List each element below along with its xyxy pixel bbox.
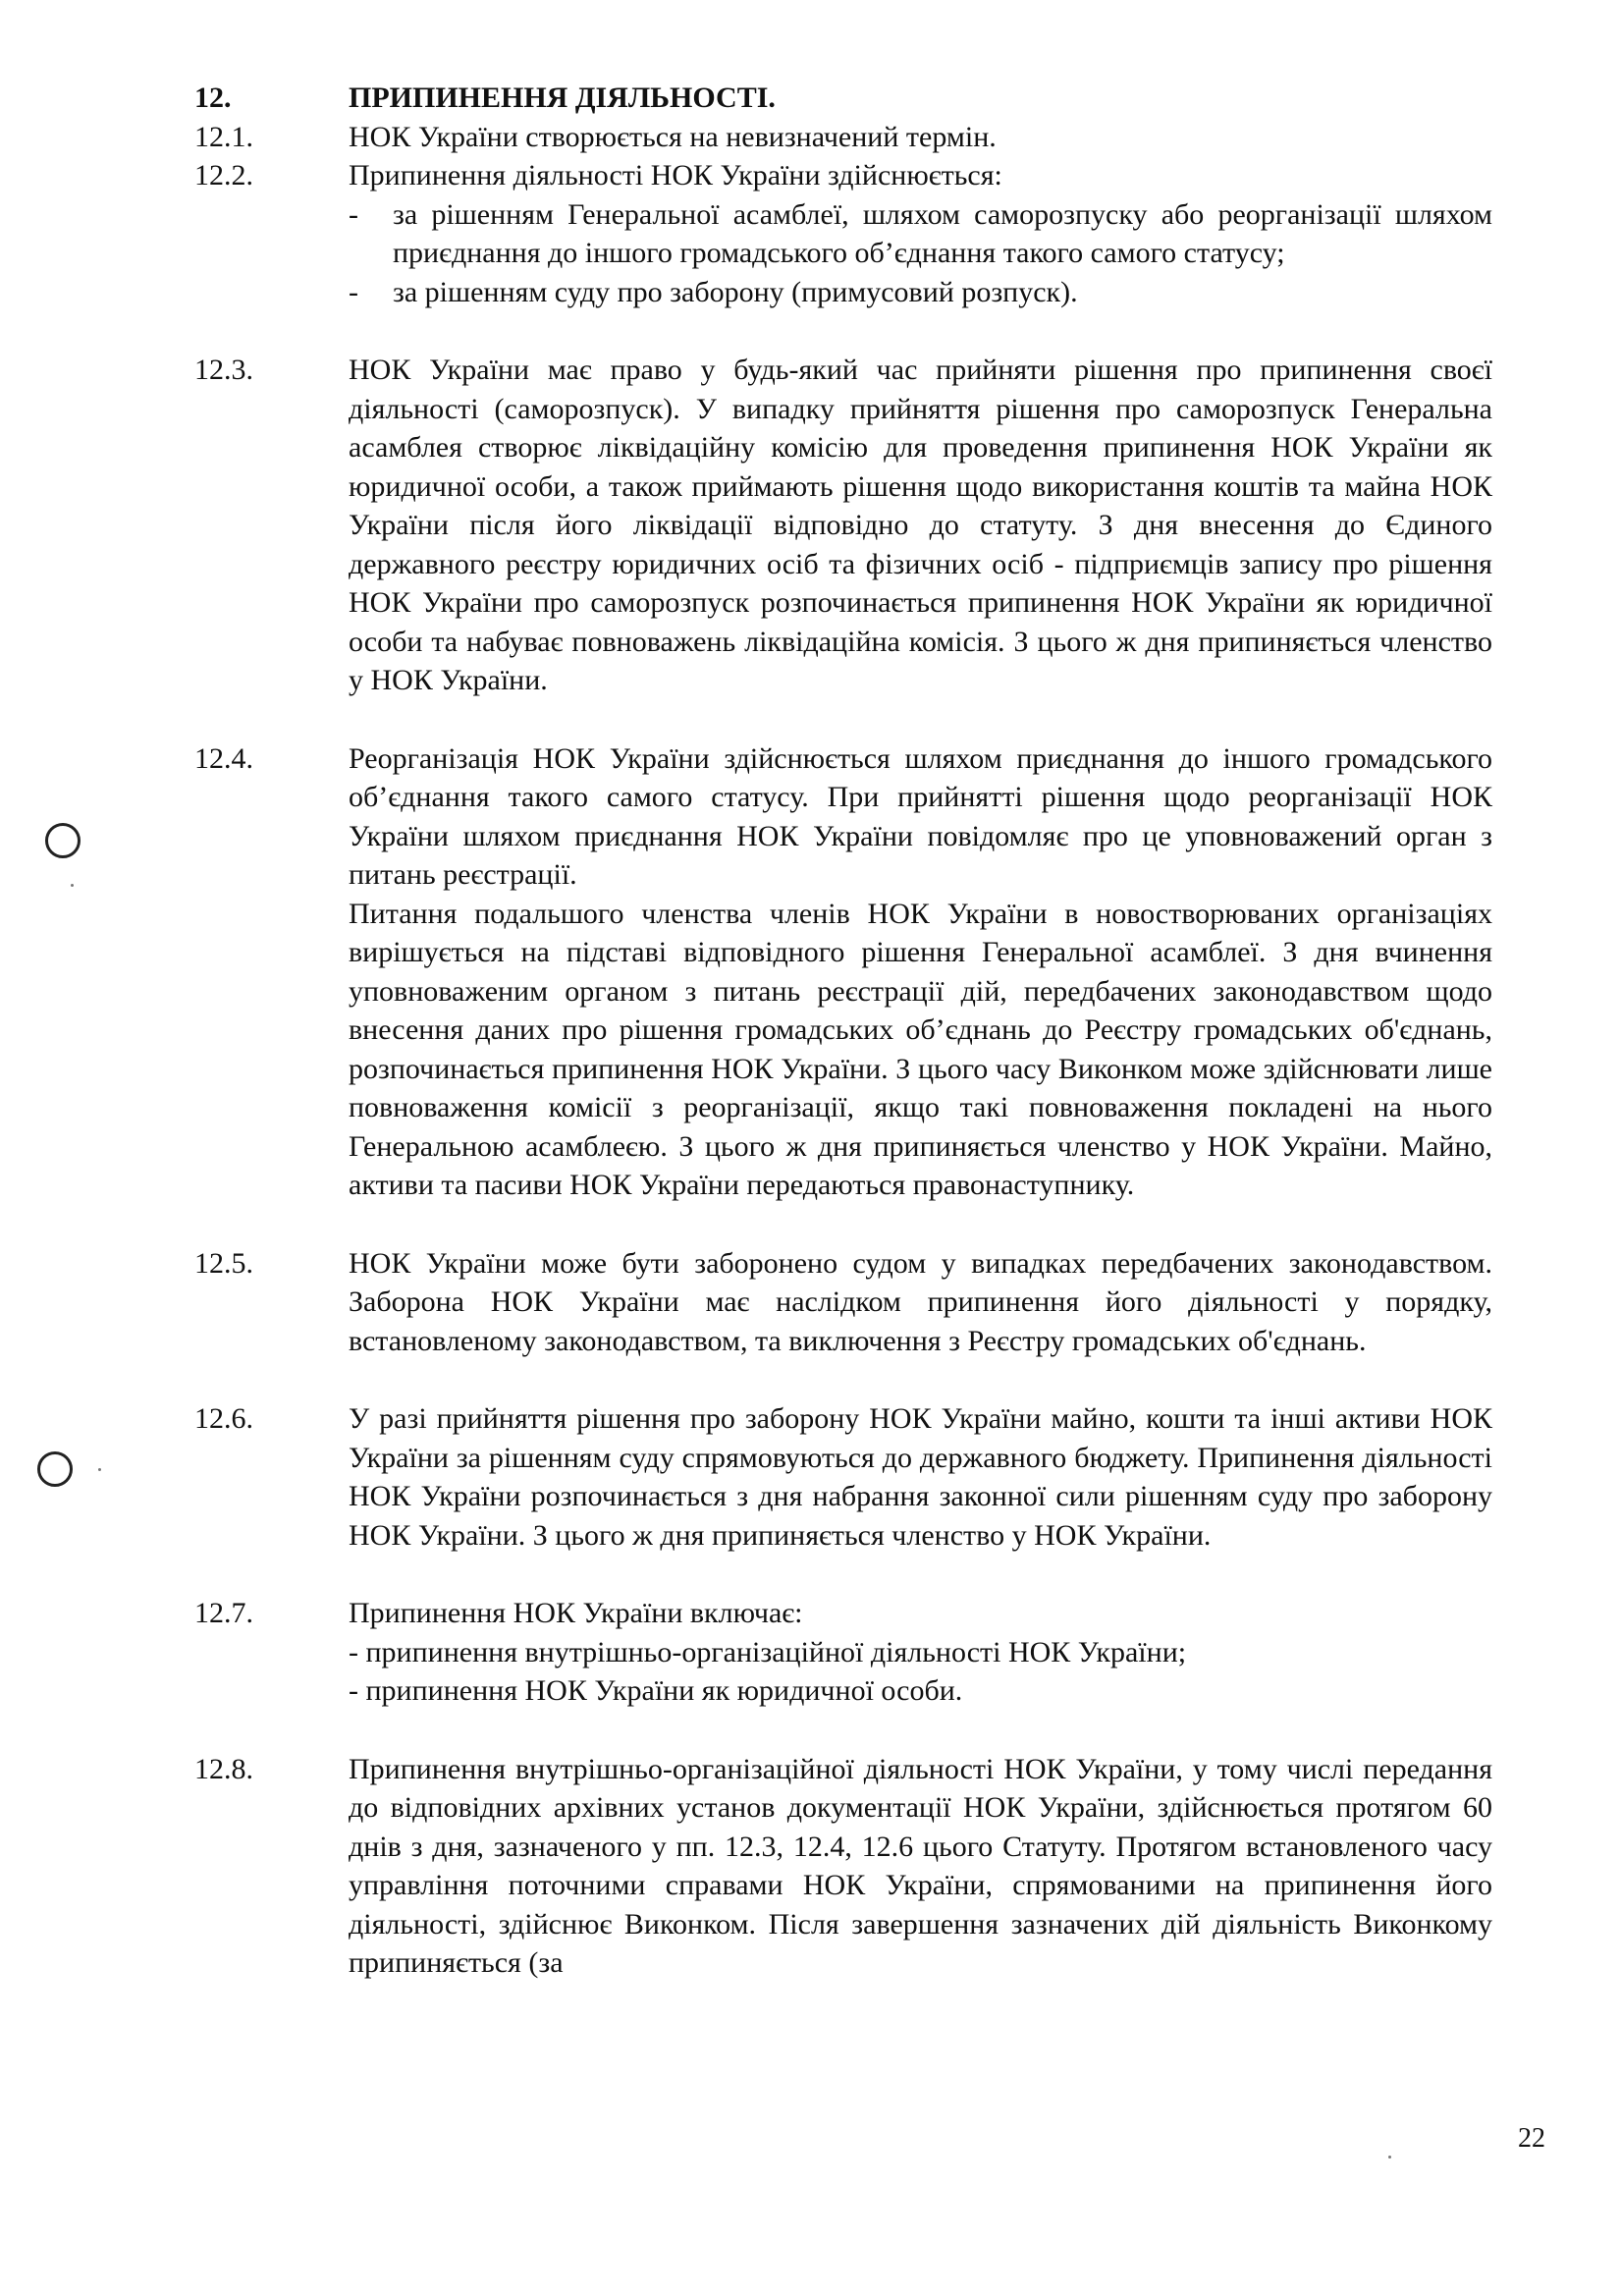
clause-12-6 [194, 1399, 1492, 1555]
clause-intro: Припинення НОК України включає: [349, 1597, 803, 1629]
dash-list [349, 195, 1492, 312]
clause-12-7 [194, 1594, 1492, 1711]
clause-number: 12.7. [194, 1597, 253, 1629]
page-number: 22 [1518, 2123, 1545, 2154]
clause-number: 12.4. [194, 741, 253, 775]
scan-speck [98, 1468, 101, 1471]
clause-text: НОК України створюється на невизначений термін. [349, 120, 997, 153]
section-title: ПРИПИНЕННЯ ДІЯЛЬНОСТІ. [349, 82, 776, 114]
scan-speck [71, 884, 74, 887]
list-item-text: за рішенням Генеральної асамблеї, шляхом саморозпуску або реорганізації шляхом приєднання до іншого громадського об’єднання такого самого статусу; [393, 197, 1492, 269]
list-item-text: за рішенням суду про заборону (примусовий розпуск). [393, 275, 1078, 308]
clause-12-4 [194, 739, 1492, 1205]
clause-text: НОК України може бути заборонено судом у випадках передбачених законодавством. Заборона НОК України має наслідком припинення його діяльності у порядку, встановленому законодавством, та виключення з Реєстру громадських об'єднань. [349, 1246, 1492, 1357]
clause-text: Питання подальшого членства членів НОК України в новостворюваних організаціях вирішується на підставі відповідного рішення Генеральної асамблеї. З дня вчинення уповноваженим органом з питань реєстрації дій, передбачених законодавством щодо внесення даних про рішення громадських об’єднань до Реєстру громадських об'єднань, розпочинається припинення НОК України. З цього часу Виконком може здійснювати лише повноваження комісії з реорганізації, якщо такі повноваження покладені на нього Генеральною асамблеєю. З цього ж дня припиняється членство у НОК України. Майно, активи та пасиви НОК України передаються правонаступнику. [349, 897, 1492, 1201]
clause-number: 12.1. [194, 120, 253, 153]
clause-number: 12.6. [194, 1402, 253, 1435]
clause-12-2 [194, 156, 1492, 311]
clause-12-1 [194, 118, 1492, 157]
clause-text: НОК України має право у будь-який час прийняти рішення про припинення своєї діяльності (саморозпуск). У випадку прийняття рішення про саморозпуск Генеральна асамблея створює ліквідаційну комісію для проведення припинення НОК України як юридичної особи, а також приймають рішення щодо використання коштів та майна НОК України після його ліквідації відповідно до статуту. З дня внесення до Єдиного державного реєстру юридичних осіб та фізичних осіб - підприємців запису про рішення НОК України про саморозпуск розпочинається припинення НОК України як юридичної особи та набуває повноважень ліквідаційна комісія. З цього ж дня припиняється членство у НОК України. [349, 354, 1492, 696]
list-item: - за рішенням Генеральної асамблеї, шляхом саморозпуску або реорганізації шляхом приєднання до іншого громадського об’єднання такого самого статусу; [349, 195, 1492, 273]
punch-hole-bottom [37, 1451, 73, 1487]
clause-text: Реорганізація НОК України здійснюється шляхом приєднання до іншого громадського об’єднання такого самого статусу. При прийнятті рішення щодо реорганізації НОК України шляхом приєднання НОК України повідомляє про це уповноважений орган з питань реєстрації. [349, 741, 1492, 891]
document-content [194, 79, 1492, 1983]
clause-12-5 [194, 1244, 1492, 1361]
punch-hole-top [45, 823, 81, 858]
scan-speck [1388, 2156, 1391, 2159]
clause-intro: Припинення діяльності НОК України здійснюється: [349, 159, 1002, 191]
list-line: - припинення НОК України як юридичної особи. [349, 1674, 963, 1707]
clause-12-3 [194, 351, 1492, 700]
clause-number: 12.3. [194, 354, 253, 386]
list-item: - за рішенням суду про заборону (примусовий розпуск). [349, 273, 1492, 312]
clause-12-8 [194, 1750, 1492, 1983]
clause-number: 12.2. [194, 159, 253, 191]
section-heading [194, 79, 1492, 118]
clause-number: 12.5. [194, 1246, 253, 1280]
clause-text: Припинення внутрішньо-організаційної діяльності НОК України, у тому числі передання до відповідних архівних установ документації НОК України, здійснюється протягом 60 днів з дня, зазначеного у пп. 12.3, 12.4, 12.6 цього Статуту. Протягом встановленого часу управління поточними справами НОК України, спрямованими на припинення його діяльності, здійснює Виконком. Після завершення зазначених дій діяльність Виконкому припиняється (за [349, 1752, 1492, 1979]
section-number: 12. [194, 82, 232, 114]
list-line: - припинення внутрішньо-організаційної діяльності НОК України; [349, 1635, 1187, 1668]
clause-number: 12.8. [194, 1752, 253, 1785]
clause-text: У разі прийняття рішення про заборону НОК України майно, кошти та інші активи НОК України за рішенням суду спрямовуються до державного бюджету. Припинення діяльності НОК України розпочинається з дня набрання законної сили рішенням суду про заборону НОК України. З цього ж дня припиняється членство у НОК України. [349, 1402, 1492, 1552]
